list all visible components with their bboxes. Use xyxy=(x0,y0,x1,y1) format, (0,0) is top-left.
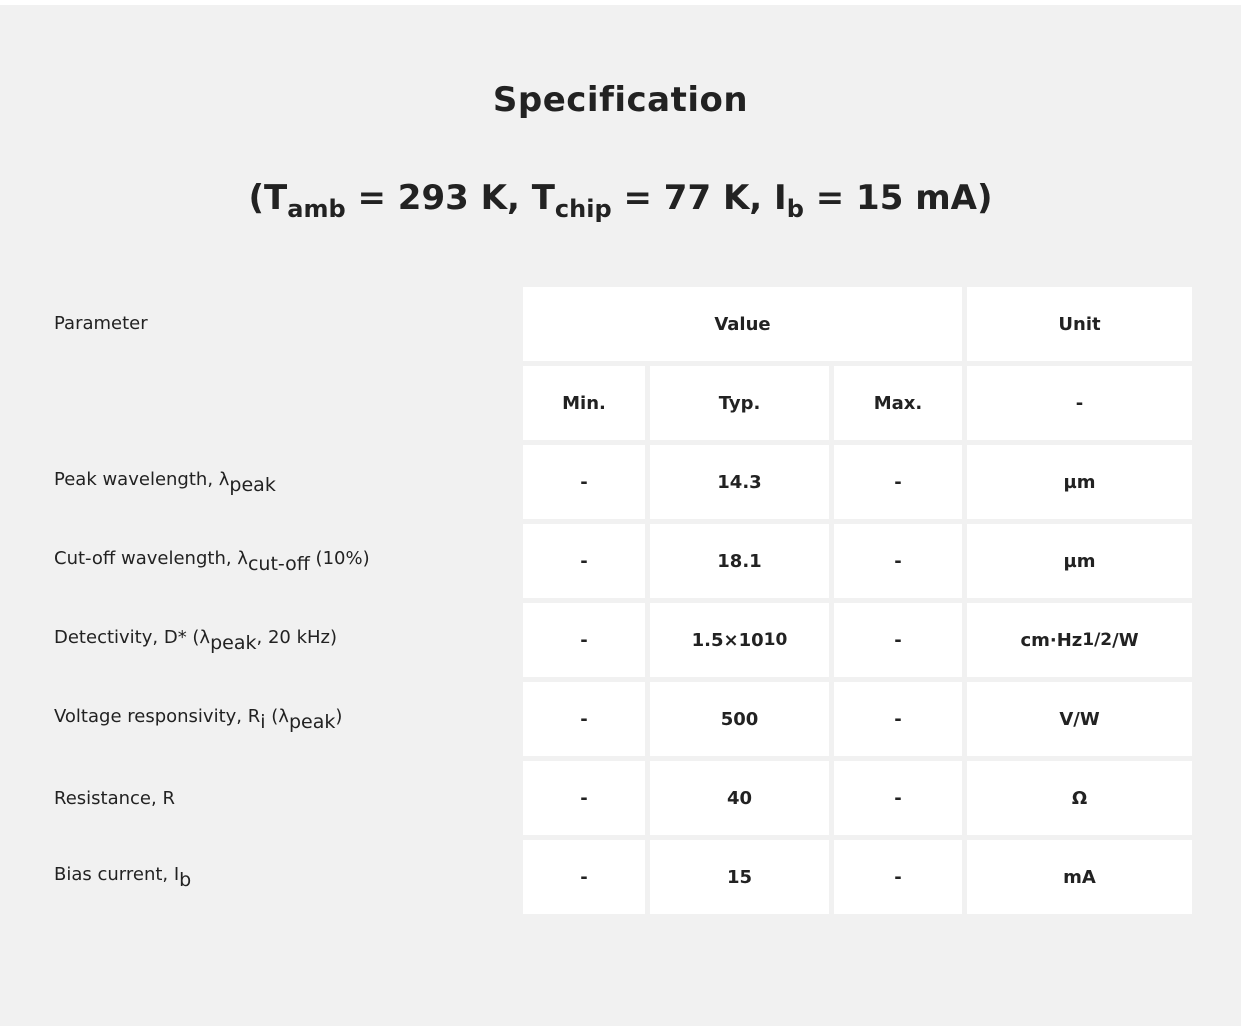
cond-chip-eq: = 77 K, I xyxy=(611,178,787,218)
row-peak-wavelength-name xyxy=(54,469,276,496)
row-bias-current-typ xyxy=(650,840,829,914)
row-name-tail2: ) xyxy=(335,706,343,727)
row-bias-current-name xyxy=(54,864,192,891)
typ-value: 18.1 xyxy=(717,550,762,572)
unit-value: mA xyxy=(1063,866,1096,888)
row-name-sub: cut-off xyxy=(247,553,310,575)
unit-value: Ω xyxy=(1071,787,1088,809)
row-peak-wavelength-unit xyxy=(967,445,1192,519)
row-name-sub: i xyxy=(260,711,266,733)
row-voltage-responsivity-typ xyxy=(650,682,829,756)
row-cutoff-wavelength-max: - xyxy=(834,524,962,598)
row-bias-current-min: - xyxy=(523,840,645,914)
typ-value: 40 xyxy=(726,787,753,809)
row-name-main: Detectivity, D* (λ xyxy=(54,627,211,648)
row-cutoff-wavelength-min: - xyxy=(523,524,645,598)
row-resistance-unit xyxy=(967,761,1192,835)
typ-value: 15 xyxy=(726,866,753,888)
row-cutoff-wavelength-typ xyxy=(650,524,829,598)
row-voltage-responsivity-min: - xyxy=(523,682,645,756)
parameter-header: Parameter xyxy=(54,313,148,334)
row-name-sub2: peak xyxy=(288,711,336,733)
cond-open: (T xyxy=(248,178,288,218)
min-header: Min. xyxy=(523,366,645,440)
typ-header: Typ. xyxy=(650,366,829,440)
row-name-sub: b xyxy=(179,869,192,891)
row-voltage-responsivity-name xyxy=(54,706,343,733)
row-name-main: Peak wavelength, λ xyxy=(54,469,230,490)
unit-sub-header: - xyxy=(967,366,1192,440)
unit-header: Unit xyxy=(967,287,1192,361)
row-resistance-typ xyxy=(650,761,829,835)
page-title: Specification xyxy=(492,80,749,120)
cond-ib-sub: b xyxy=(786,195,804,223)
cond-amb-sub: amb xyxy=(287,195,346,223)
unit-value: µm xyxy=(1063,471,1096,493)
row-detectivity-max: - xyxy=(834,603,962,677)
row-detectivity-unit: cm·Hz 1/2 /W xyxy=(967,603,1192,677)
typ-value: 14.3 xyxy=(717,471,762,493)
unit-tail: /W xyxy=(1112,629,1139,651)
row-name-main: Resistance, R xyxy=(54,788,175,809)
max-header: Max. xyxy=(834,366,962,440)
row-cutoff-wavelength-name xyxy=(54,548,370,575)
row-name-main: Cut-off wavelength, λ xyxy=(54,548,248,569)
row-resistance-min: - xyxy=(523,761,645,835)
row-name-tail: (λ xyxy=(265,706,289,727)
row-name-tail: , 20 kHz) xyxy=(256,627,337,648)
row-name-main: Bias current, I xyxy=(54,864,180,885)
row-cutoff-wavelength-unit xyxy=(967,524,1192,598)
typ-value: 500 xyxy=(720,708,759,730)
row-bias-current-max: - xyxy=(834,840,962,914)
row-bias-current-unit xyxy=(967,840,1192,914)
unit-value: µm xyxy=(1063,550,1096,572)
row-voltage-responsivity-unit xyxy=(967,682,1192,756)
value-header: Value xyxy=(523,287,962,361)
row-name-sub: peak xyxy=(210,632,257,654)
conditions-subtitle xyxy=(0,178,1241,223)
unit-value: cm·Hz xyxy=(1020,629,1083,651)
row-detectivity-min: - xyxy=(523,603,645,677)
row-name-main: Voltage responsivity, R xyxy=(54,706,261,727)
cond-ib-eq: = 15 mA) xyxy=(803,178,993,218)
row-peak-wavelength-min: - xyxy=(523,445,645,519)
typ-value: 1.5×10 xyxy=(691,629,764,651)
cond-chip-sub: chip xyxy=(554,195,612,223)
row-resistance-max: - xyxy=(834,761,962,835)
row-peak-wavelength-max: - xyxy=(834,445,962,519)
row-voltage-responsivity-max: - xyxy=(834,682,962,756)
row-detectivity-typ: 1.5×10 10 xyxy=(650,603,829,677)
row-resistance-name xyxy=(54,788,175,809)
row-detectivity-name xyxy=(54,627,337,654)
unit-value: V/W xyxy=(1059,708,1100,730)
row-peak-wavelength-typ xyxy=(650,445,829,519)
row-name-tail: (10%) xyxy=(309,548,370,569)
row-name-sub: peak xyxy=(229,474,276,496)
cond-amb-eq: = 293 K, T xyxy=(345,178,555,218)
